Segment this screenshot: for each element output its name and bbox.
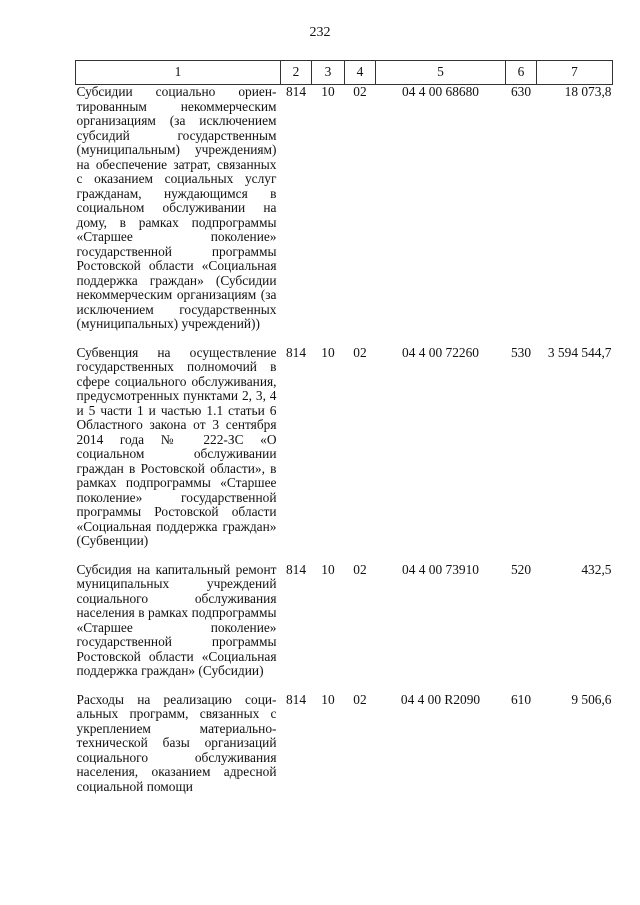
amount: 432,5 <box>581 561 612 577</box>
ministry-code: 814 <box>285 84 307 99</box>
expense-name: Субсидии социально ориентированным некоммерческим организациям (за исключением субсидий государственным (муниципальным) учреждениям) на обеспечение затрат, связанных с оказанием социальных услуг гражданам, нуждающимся в социальном обслуживании на дому, в рамках подпрограммы «Старшее поколение» государственной программы Ростовской области «Социальная поддержка граждан» (Субсидии некоммерческим организациям (за исключением государственных (муниципальных) учреждений)) <box>76 84 277 331</box>
section-code: 10 <box>321 561 335 577</box>
expense-name: Расходы на реализацию социальных программ, связанных с укреплением материально-технической базы организаций социального обслуживания населения, оказанием адресной социальной помощи <box>76 691 277 794</box>
subsection-code: 02 <box>353 344 367 360</box>
subsection-code: 02 <box>353 691 367 707</box>
table-row <box>76 563 613 693</box>
target-article-code: 04 4 00 R2090 <box>400 691 481 707</box>
page-number: 232 <box>309 25 331 40</box>
section-code: 10 <box>321 344 335 360</box>
section-code: 10 <box>321 84 335 99</box>
amount: 18 073,8 <box>564 84 612 99</box>
column-header-3: 3 <box>312 61 345 85</box>
subsection-code: 02 <box>353 561 367 577</box>
amount: 9 506,6 <box>571 691 612 707</box>
ministry-code: 814 <box>285 561 307 577</box>
expense-name: Субсидия на капитальный ремонт муниципальных учреждений социального обслуживания населения в рамках подпрограммы «Старшее поколение» государственной программы Ростовской области «Социальная поддержка граждан» (Субсидии) <box>76 561 277 678</box>
amount: 3 594 544,7 <box>547 344 612 360</box>
expense-type-code: 520 <box>510 561 532 577</box>
table-row <box>76 85 613 346</box>
expense-type-code: 630 <box>510 84 532 99</box>
target-article-code: 04 4 00 72260 <box>402 344 479 360</box>
section-code: 10 <box>321 691 335 707</box>
target-article-code: 04 4 00 68680 <box>402 84 479 99</box>
expense-type-code: 530 <box>510 344 532 360</box>
column-header-4: 4 <box>345 61 376 85</box>
ministry-code: 814 <box>285 344 307 360</box>
expense-name: Субвенция на осуществление государственных полномочий в сфере социального обслуживания, предусмотренных пунктами 2, 3, 4 и 5 части 1 и частью 1.1 статьи 6 Областного закона от 3 сентября 2014 года № 222-ЗС «О социальном обслуживании граждан в Ростовской области», в рамках подпрограммы «Старшее поколение» государственной программы Ростовской области «Социальная поддержка граждан» (Субвенции) <box>76 344 277 548</box>
target-article-code: 04 4 00 73910 <box>402 561 479 577</box>
column-header-7: 7 <box>537 61 613 85</box>
subsection-code: 02 <box>353 84 367 99</box>
budget-table <box>75 60 613 808</box>
column-header-6: 6 <box>506 61 537 85</box>
column-header-2: 2 <box>281 61 312 85</box>
table-header-row <box>76 61 613 85</box>
table-row <box>76 693 613 809</box>
expense-type-code: 610 <box>510 691 532 707</box>
ministry-code: 814 <box>285 691 307 707</box>
column-header-5: 5 <box>376 61 506 85</box>
table-row <box>76 346 613 563</box>
column-header-1: 1 <box>76 61 281 85</box>
